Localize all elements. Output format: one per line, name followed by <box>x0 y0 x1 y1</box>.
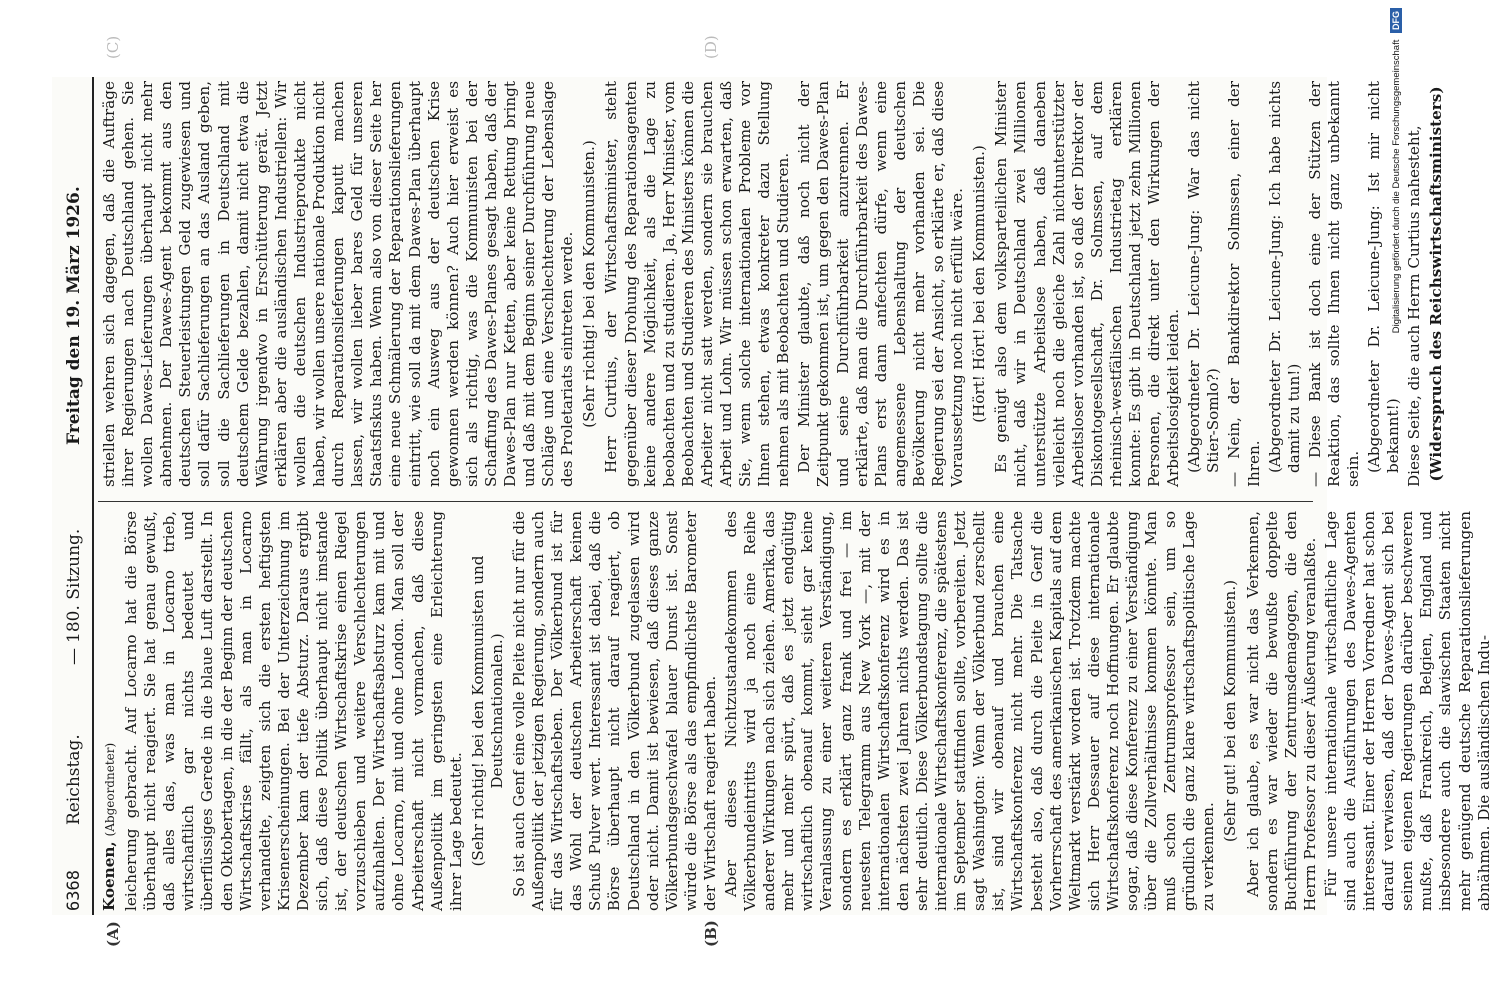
page-header <box>52 77 94 915</box>
header-date: Freitag den 19. März 1926. <box>64 186 84 445</box>
speaker-role: Abgeordneter <box>103 747 117 832</box>
interjection: (Sehr richtig! bei den Kommunisten.) <box>580 140 599 428</box>
interjection: (Sehr gut! bei den Kommunisten.) <box>1221 579 1240 843</box>
credit-text: Digitalisierung gefördert durch die Deutsche Forschungsgemeinschaft <box>1391 39 1402 334</box>
speaker-name: Koenen, <box>100 841 118 911</box>
paragraph: Für unsere internationale wirtschaftliche Lage sind auch die Ausführungen des Dawes-Agenten interessant. Einer der Herren Vorredner hat schon darauf verwiesen, daß der Dawes-Agent sich bei seinen eigenen Regierungen darüber beschweren mußte, daß Frankreich, Belgien, England und insbesondere auch die slawischen Staaten nicht mehr genügend deutsche Reparationslieferungen abnähmen. Die ausländischen Indu- <box>1321 511 1493 911</box>
interjection: (Abgeordneter Dr. Leicune-Jung: Ist mir nicht bekannt!) <box>1365 81 1403 473</box>
column-divider <box>98 501 1313 502</box>
margin-label-b: (B) <box>702 920 720 947</box>
header-body: Reichstag. <box>64 734 84 825</box>
interjection: (Sehr richtig! bei den Kommunisten und Deutschnationalen.) <box>468 555 506 867</box>
paragraph: leicherung gebracht. Auf Locarno hat die Börse überhaupt nicht reagiert. Sie hat genau gewußt, daß alles das, was man in Locarno trieb, wirtschaftlich gar nichts bedeutet und überflüssiges Gerede in die blaue Luft darstellt. In den Oktobertagen, in die der Beginn der deutschen Wirtschaftskrise fällt, als man in Locarno verhandelte, zeigten sich die ersten heftigsten Krisenerscheinungen. Bei der Unterzeichnung im Dezember kam der tiefe Absturz. Daraus ergibt sich, daß diese Politik überhaupt nicht imstande ist, der deutschen Wirtschaftskrise einen Riegel vorzuschieben und weitere Verschlechterungen aufzuhalten. Der Wirtschaftsabsturz kam mit und ohne Locarno, mit und ohne London. Man soll der Arbeiterschaft nicht vormachen, daß diese Außenpolitik im geringsten eine Erleichterung ihrer Lage bedeutet. <box>122 511 465 911</box>
paragraph: Herr Curtius, der Wirtschaftsminister, steht gegenüber dieser Drohung des Reparationsagenten keine andere Möglichkeit, als die Lage zu beobachten und zu studieren. Ja, Herr Minister, vom Beobachten und Studieren des Ministers können die Arbeiter nicht satt werden, sondern sie brauchen Arbeit und Lohn. Wir müssen schon erwarten, daß Sie, wenn solche internationalen Probleme vor Ihnen stehen, etwas konkreter dazu Stellung nehmen als mit Beobachten und Studieren. <box>602 81 793 487</box>
interjection: (Hört! Hört! bei den Kommunisten.) <box>970 145 989 423</box>
margin-label-a: (A) <box>104 921 122 947</box>
interjection: (Abgeordneter Dr. Leicune-Jung: Ich habe nichts damit zu tun!) <box>1265 81 1303 473</box>
header-separator: — <box>64 648 84 665</box>
left-column <box>100 511 1493 911</box>
paragraph: striellen wehren sich dagegen, daß die Aufträge ihrer Regierungen nach Deutschland gehen. Sie wollen Dawes-Lieferungen überhaupt nicht mehr abnehmen. Der Dawes-Agent bekommt aus den deutschen Steuerleistungen Geld zugewiesen und soll dafür Sachlieferungen an das Ausland geben, soll die Sachlieferungen in Deutschland mit deutschem Gelde bezahlen, damit nicht etwa die Währung irgendwo in Erschütterung gerät. Jetzt erklären aber die ausländischen Industriellen: Wir wollen die deutschen Industrieprodukte nicht haben, wir wollen unsere nationale Produktion nicht durch Reparationslieferungen kaputt machen lassen, wir wollen lieber bares Geld für unseren Staatsfiskus haben. Wenn also von dieser Seite her eine neue Schmälerung der Reparationslieferungen eintritt, wie soll da mit dem Dawes-Plan überhaupt noch ein Ausweg aus der deutschen Krise gewonnen werden können? Auch hier erweist es sich als richtig, was die Kommunisten bei der Schaffung des Dawes-Planes gesagt haben, daß der Dawes-Plan nur Ketten, aber keine Rettung bringt und daß mit dem Beginn seiner Durchführung neue Schläge und eine Verschlechterung der Lebenslage des Proletariats eintreten werde. <box>100 81 577 487</box>
paragraph: — Diese Bank ist doch eine der Stützen der Reaktion, das sollte Ihnen nicht ganz unbekannt sein. <box>1305 81 1362 487</box>
paragraph: Aber ich glaube, es war nicht das Verkennen, sondern es war wieder die bewußte doppelte Buchführung der Zentrumsdemagogen, die den Herrn Professor zu dieser Äußerung veranlaßte. <box>1243 511 1319 911</box>
digitization-credit <box>1390 0 1402 1000</box>
interjection: (Abgeordneter Dr. Leicune-Jung: War das nicht Stier-Somlo?) <box>1185 81 1223 473</box>
dfg-logo-icon: DFG <box>1390 8 1402 33</box>
interjection: (Widerspruch des Reichswirtschaftsministers) <box>1427 86 1446 482</box>
paragraph: Aber dieses Nichtzustandekommen des Völkerbundeintritts wird ja noch eine Reihe anderer Wirkungen nach sich ziehen. Amerika, das mehr und mehr spürt, daß es jetzt endgültig wirtschaftlich obenauf kommt, sieht gar keine Veranlassung zu einer weiteren Verständigung, sondern es erklärt ganz frank und frei — im neuesten Telegramm aus New York —, mit der internationalen Wirtschaftskonferenz wird es in den nächsten zwei Jahren nichts werden. Das ist sehr deutlich. Diese Völkerbundstagung sollte die internationale Wirtschaftskonferenz, die spätestens im September stattfinden sollte, vorbereiten. Jetzt sagt Washington: Wenn der Völkerbund zerschellt ist, sind wir obenauf und brauchen eine Wirtschaftskonferenz nicht mehr. Die Tatsache besteht also, daß durch die Pleite in Genf die Vorherrschaft des amerikanischen Kapitals auf dem Weltmarkt verstärkt worden ist. Trotzdem machte sich Herr Dessauer auf diese internationale Wirtschaftskonferenz noch Hoffnungen. Er glaubte sogar, daß diese Konferenz zu einer Verständigung über die Zollverhältnisse kommen könnte. Man muß schon Zentrumsprofessor sein, um so gründlich die ganz klare wirtschaftspolitische Lage zu verkennen. <box>722 511 1218 911</box>
page-number: 6368 <box>64 870 84 911</box>
paragraph: Der Minister glaubte, daß noch nicht der Zeitpunkt gekommen ist, um gegen den Dawes-Plan und seine Durchführbarkeit anzurennen. Er erklärte, daß man die Durchführbarkeit des Dawes-Plans erst dann anfechten dürfe, wenn eine angemessene Lebenshaltung der deutschen Bevölkerung nicht mehr vorhanden sei. Die Regierung sei der Ansicht, so erklärte er, daß diese Voraussetzung noch nicht erfüllt wäre. <box>795 81 967 487</box>
paragraph: — Nein, der Bankdirektor Solmssen, einer der Ihren. <box>1225 81 1263 487</box>
margin-label-c: (C) <box>104 35 122 59</box>
paragraph: Diese Seite, die auch Herrn Curtius nahesteht, <box>1405 125 1424 487</box>
paragraph: Es genügt also dem volksparteilichen Minister nicht, daß wir in Deutschland zwei Millionen unterstützte Arbeitslose haben, daß daneben vielleicht noch die gleiche Zahl nichtunterstützter Arbeitsloser vorhanden ist, so daß der Direktor der Diskontogesellschaft, Dr. Solmssen, auf dem rheinisch-westfälischen Industrietag erklären konnte: Es gibt in Deutschland jetzt zehn Millionen Personen, die direkt unter den Wirkungen der Arbeitslosigkeit leiden. <box>992 81 1183 487</box>
header-session: 180. Sitzung. <box>64 528 84 643</box>
paragraph: So ist auch Genf eine volle Pleite nicht nur für die Außenpolitik der jetzigen Regierung, sondern auch für das Wirtschaftsleben. Der Völkerbund ist für das Wohl der deutschen Arbeiterschaft keinen Schuß Pulver wert. Interessant ist dabei, daß die Börse überhaupt nicht darauf reagiert, ob Deutschland in den Völkerbund zugelassen wird oder nicht. Damit ist bewiesen, daß dieses ganze Völkerbundsgeschwafel blauer Dunst ist. Sonst würde die Börse als das empfindlichste Barometer der Wirtschaft reagiert haben. <box>509 511 719 911</box>
speaker-line: Koenen, (Abgeordneter) <box>100 742 118 911</box>
margin-label-d: (D) <box>702 35 720 59</box>
